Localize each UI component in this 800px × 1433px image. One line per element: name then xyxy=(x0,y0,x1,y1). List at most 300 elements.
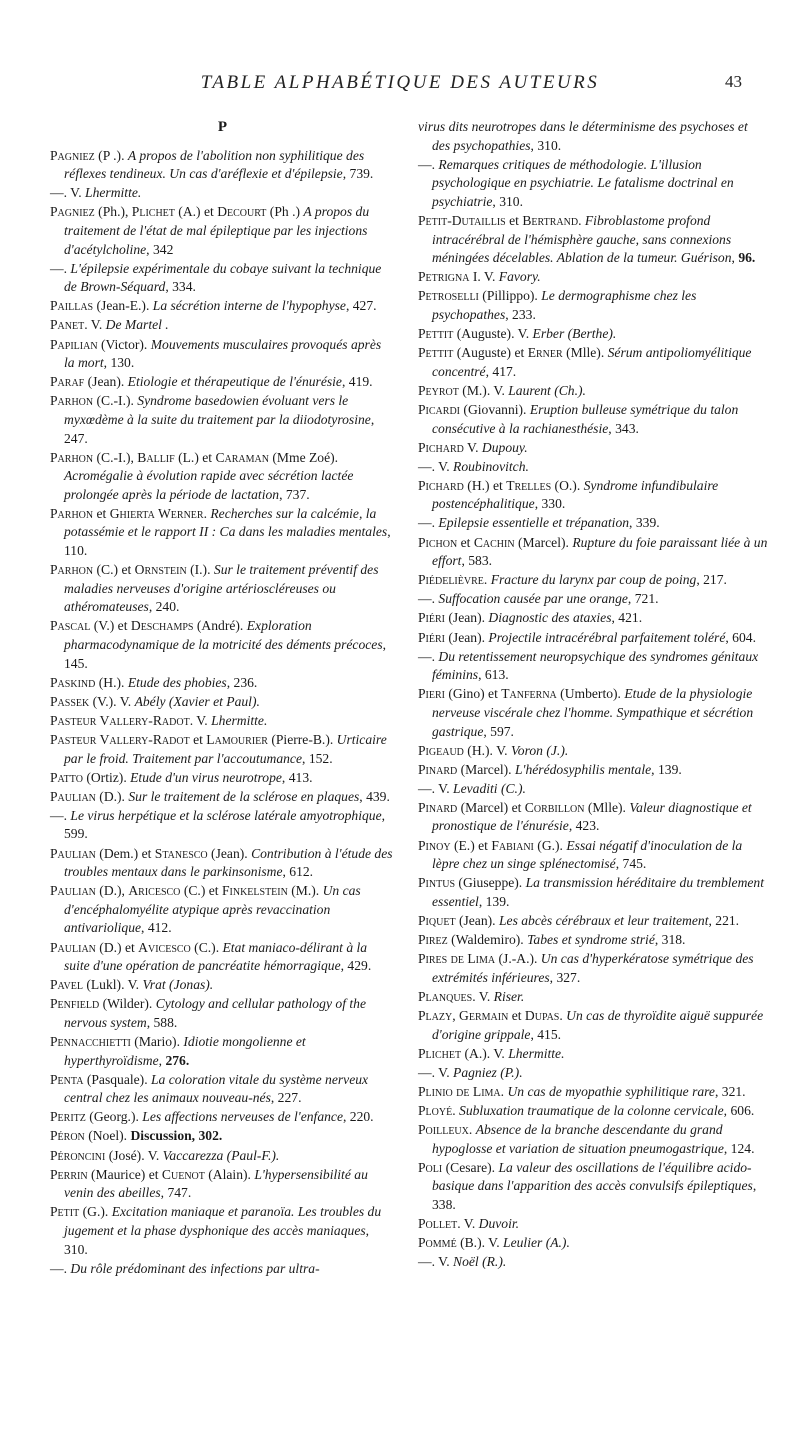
index-entry xyxy=(418,1007,768,1044)
entry-text: (Mlle). xyxy=(562,345,608,361)
entry-text: (Umberto). xyxy=(556,686,625,702)
entry-text: . xyxy=(468,1121,476,1137)
entry-title: Acromégalie à évolution rapide avec sécrétion lactée prolongée après la période de lactation xyxy=(64,468,354,502)
entry-text: , 747. xyxy=(160,1185,192,1201)
index-entry xyxy=(50,1147,395,1166)
entry-text: (Ph.), xyxy=(94,204,132,220)
entry-text: . xyxy=(500,1083,508,1099)
index-entry xyxy=(418,325,768,344)
author-name: Germain xyxy=(459,1007,509,1023)
author-name: Avicesco xyxy=(138,939,191,955)
entry-title: Abély (Xavier et Paul). xyxy=(134,693,260,709)
entry-title: Un cas d'encéphalomyélite atypique après revaccination antivariolique xyxy=(64,883,361,936)
index-entry xyxy=(50,147,395,184)
index-entry xyxy=(50,373,395,392)
author-name: Pires de Lima xyxy=(418,951,496,967)
entry-text: (Noel). xyxy=(84,1128,131,1144)
entry-text: , 152. xyxy=(302,750,333,766)
index-entry xyxy=(418,571,768,590)
author-name: Pintus xyxy=(418,875,456,891)
author-name: Parhon xyxy=(50,505,94,521)
index-entry xyxy=(50,845,395,882)
entry-text: V. xyxy=(463,439,482,455)
page-reference: 96. xyxy=(738,250,756,266)
author-name: Pennacchietti xyxy=(50,1034,131,1049)
index-entry xyxy=(418,534,768,571)
entry-title: Absence de la branche descendante du grand hypoglosse et variation de situation pneumogastrique xyxy=(432,1121,724,1156)
index-entry xyxy=(418,609,768,628)
author-name: Planques xyxy=(418,988,473,1004)
entry-title: Etude d'un virus neurotrope xyxy=(130,769,282,785)
entry-text: , 606. xyxy=(723,1102,755,1118)
index-entry xyxy=(50,1071,395,1108)
entry-title: La transmission héréditaire du tremblement essentiel xyxy=(432,875,764,909)
author-name: Parhon xyxy=(50,562,94,578)
entry-text: . V. xyxy=(457,1215,479,1231)
entry-text: (C.). xyxy=(190,939,223,955)
entry-text: (C.) et xyxy=(93,562,135,578)
index-entry xyxy=(418,1159,768,1215)
index-entry xyxy=(50,731,395,768)
entry-text: , 413. xyxy=(281,769,313,785)
entry-text: (Alain). xyxy=(204,1166,255,1182)
author-name: Péroncini xyxy=(50,1147,106,1163)
entry-text: (B.). V. xyxy=(456,1235,504,1251)
entry-text: (Marcel). xyxy=(514,534,573,550)
entry-text: —. xyxy=(418,648,439,664)
entry-title: Fracture du larynx par coup de poing xyxy=(490,572,697,588)
index-entry xyxy=(50,1260,395,1279)
entry-title: Voron (J.). xyxy=(510,742,569,758)
entry-text: (Mme Zoé). xyxy=(268,449,339,465)
index-entry xyxy=(418,799,768,836)
entry-text: (M.). xyxy=(287,883,323,899)
entry-title: Pagniez (P.). xyxy=(453,1064,523,1080)
section-letter: P xyxy=(217,119,228,135)
entry-title: La valeur des oscillations de l'équilibre acido-basique dans l'apparition des accès convulsifs épileptiques xyxy=(432,1159,753,1194)
entry-title: Un cas de myopathie syphilitique rare xyxy=(507,1083,715,1099)
index-entry xyxy=(50,788,395,807)
author-name: Erner xyxy=(527,345,563,361)
entry-text: (G.). xyxy=(79,1204,112,1220)
index-entry xyxy=(418,742,768,761)
author-name: Paulian xyxy=(50,788,96,804)
entry-title: Diagnostic des ataxies xyxy=(488,610,612,626)
entry-title: Dupouy. xyxy=(481,439,528,455)
author-name: Ornstein xyxy=(134,562,187,578)
index-entry xyxy=(418,458,768,477)
entry-title: La sécrétion interne de l'hypophyse xyxy=(152,298,346,314)
index-entry xyxy=(50,449,395,505)
entry-text: (A.). V. xyxy=(461,1045,509,1061)
entry-title: Les affections nerveuses de l'enfance xyxy=(142,1109,343,1125)
entry-title: Du retentissement neuropsychique des syndromes génitaux féminins xyxy=(432,648,759,683)
entry-text: (J.-A.). xyxy=(495,951,541,967)
entry-text: (Giuseppe). xyxy=(455,875,526,891)
entry-text: , 739. xyxy=(342,166,374,182)
entry-title: Etude de la physiologie nerveuse viscérale chez l'homme. Sympathique et sécrétion gastrique xyxy=(432,686,754,739)
author-name: Fabiani xyxy=(491,837,534,853)
entry-title: Sur le traitement de la sclérose en plaques xyxy=(128,788,360,804)
author-name: Pasteur Vallery-Radot xyxy=(50,712,190,728)
entry-title: Laurent (Ch.). xyxy=(508,382,586,398)
entry-text: et xyxy=(189,732,207,747)
entry-text: (Jean). xyxy=(207,845,252,861)
entry-text: (Maurice) et xyxy=(87,1166,162,1182)
entry-text: (H.). xyxy=(95,674,128,690)
entry-title: Lhermitte. xyxy=(508,1045,565,1061)
author-name: Parhon xyxy=(50,393,94,409)
entry-text: , 423. xyxy=(568,818,600,834)
entry-text: (G.). xyxy=(533,837,567,853)
entry-text: (A.) et xyxy=(174,204,218,220)
entry-text: (Auguste) et xyxy=(453,345,528,361)
index-entry xyxy=(50,336,395,373)
entry-text: , 338. xyxy=(432,1178,757,1212)
entry-text: , 220. xyxy=(342,1109,374,1125)
author-name: Pigeaud xyxy=(418,742,464,758)
index-entry xyxy=(50,297,395,316)
entry-title: Levaditi (C.). xyxy=(453,780,526,796)
entry-title: virus dits neurotropes dans le déterminisme des psychoses et des psychopathies xyxy=(418,119,748,153)
index-entry xyxy=(50,617,395,673)
entry-title: Etat maniaco-délirant à la suite d'une opération de pancréatite hémorragique xyxy=(64,939,368,974)
author-name: Pinard xyxy=(418,761,458,777)
entry-text: , 342 xyxy=(146,241,174,257)
entry-text: , 310. xyxy=(530,137,562,153)
author-name: Pettit xyxy=(418,345,454,361)
entry-text: , 247. xyxy=(64,411,375,446)
entry-title: Etiologie et thérapeutique de l'énurésie xyxy=(127,374,342,390)
entry-text: (Giovanni). xyxy=(460,401,530,417)
entry-title: Rupture du foie paraissant liée à un effort xyxy=(432,534,768,569)
index-entry xyxy=(50,316,395,335)
index-entry xyxy=(50,184,395,203)
author-name: Poli xyxy=(418,1159,443,1175)
entry-text: , 745. xyxy=(615,856,647,872)
author-name: Petit-Dutaillis xyxy=(418,212,506,228)
entry-title: Cytology and cellular pathology of the nervous system xyxy=(64,996,366,1030)
page-reference: 276. xyxy=(165,1052,190,1068)
author-name: Pavel xyxy=(50,977,83,993)
index-entry xyxy=(50,1203,395,1259)
author-name: Trelles xyxy=(506,477,552,493)
entry-title: L'épilepsie expérimentale du cobaye suivant la technique de Brown-Séquard xyxy=(64,260,382,295)
index-entry xyxy=(50,693,395,712)
entry-text: , 145. xyxy=(64,637,387,671)
author-name: Lamourier xyxy=(206,732,268,747)
author-name: Piéri xyxy=(418,629,445,645)
entry-text: , 343. xyxy=(608,420,639,436)
entry-title: Fibroblastome profond intracérébral de l'hémisphère gauche, sans connexions méningées décelables. Ablation de la tumeur. Guérison xyxy=(432,212,732,266)
entry-title: Essai négatif d'inoculation de la lèpre chez un singe splénectomisé xyxy=(432,837,743,872)
entry-text: , 412. xyxy=(141,920,172,936)
author-name: Ballif xyxy=(137,449,175,465)
index-entry xyxy=(418,382,768,401)
entry-title: Urticaire par le froid. Traitement par l'accoutumance xyxy=(64,732,387,766)
entry-text: (Wilder). xyxy=(99,996,156,1012)
entry-text: et xyxy=(508,1007,525,1023)
entry-title: Noël (R.). xyxy=(453,1254,507,1270)
entry-text: , 599. xyxy=(64,807,386,842)
entry-text: —. V. xyxy=(418,780,454,796)
entry-title: Subluxation traumatique de la colonne cervicale xyxy=(459,1102,724,1118)
entry-title: Roubinovitch. xyxy=(453,458,529,474)
author-name: Papilian xyxy=(50,336,98,352)
entry-title: Le virus herpétique et la sclérose latérale amyotrophique xyxy=(70,807,382,823)
entry-text: (Lukl). V. xyxy=(82,977,143,993)
author-name: Parhon xyxy=(50,449,94,465)
entry-text: (C.) et xyxy=(180,883,222,899)
entry-text: —. V. xyxy=(50,185,86,201)
author-name: Ployé xyxy=(418,1102,453,1118)
index-entry xyxy=(418,1102,768,1121)
index-entry xyxy=(50,712,395,731)
author-name: Aricesco xyxy=(128,883,181,899)
entry-title: Projectile intracérébral parfaitement toléré xyxy=(488,629,726,645)
index-entry xyxy=(418,212,768,268)
entry-text: , 310. xyxy=(492,193,523,209)
index-entry xyxy=(418,268,768,287)
author-name: Pirez xyxy=(418,932,448,948)
entry-text: , 612. xyxy=(282,864,314,880)
author-name: Corbillon xyxy=(524,799,585,815)
entry-text: (E.) et xyxy=(450,837,492,853)
page-header xyxy=(0,72,800,102)
author-name: Caraman xyxy=(215,449,269,465)
entry-text: —. xyxy=(50,1260,71,1276)
entry-text: , 110. xyxy=(64,524,391,559)
entry-text: . xyxy=(452,1102,460,1118)
index-entry xyxy=(418,912,768,931)
author-name: Pichard xyxy=(418,477,464,493)
author-name: Finkelstein xyxy=(221,883,288,899)
author-name: Panet xyxy=(50,317,85,333)
entry-text: . xyxy=(203,505,211,521)
entry-text: (Mario). xyxy=(130,1034,184,1049)
index-entry xyxy=(50,674,395,693)
entry-text: , 217. xyxy=(696,572,727,588)
entry-text: , 583. xyxy=(461,553,493,569)
author-name: Decourt xyxy=(217,204,267,220)
entry-text: I. V. xyxy=(469,269,499,285)
entry-text: —. xyxy=(418,591,439,607)
index-entry xyxy=(418,514,768,533)
entry-title: Suffocation causée par une orange xyxy=(438,591,628,607)
entry-text: (D.), xyxy=(95,883,129,899)
page-number: 43 xyxy=(725,72,742,91)
author-name: Penfield xyxy=(50,996,100,1012)
author-name: Penta xyxy=(50,1071,84,1087)
entry-title: L'hérédosyphilis mentale xyxy=(514,761,652,777)
index-entry xyxy=(418,648,768,685)
entry-text: (Cesare). xyxy=(442,1159,499,1175)
entry-text: (Ph .) xyxy=(266,204,304,220)
entry-title: Valeur diagnostique et pronostique de l'énurésie xyxy=(432,799,752,834)
author-name: Ghierta Werner xyxy=(109,505,204,521)
index-entry xyxy=(418,931,768,950)
index-entry xyxy=(50,769,395,788)
entry-text: , 604. xyxy=(725,629,756,645)
index-entry xyxy=(418,439,768,458)
entry-text: , 334. xyxy=(165,279,196,295)
entry-text: (Pillippo). xyxy=(478,288,542,304)
entry-text: , 139. xyxy=(478,893,510,909)
page-reference: Discussion, 302. xyxy=(130,1128,223,1144)
entry-text: (Ortiz). xyxy=(82,769,131,785)
index-entry xyxy=(50,392,395,448)
entry-title: Eruption bulleuse symétrique du talon consécutive à la rachianesthésie xyxy=(432,401,739,436)
entry-text: , 421. xyxy=(611,610,643,626)
entry-text: et xyxy=(457,534,474,550)
entry-text: (O.). xyxy=(551,477,584,493)
entry-text: (P .). xyxy=(94,147,128,163)
entry-text: , 130. xyxy=(103,355,135,371)
running-title: TABLE ALPHABÉTIQUE DES AUTEURS xyxy=(200,72,600,93)
entry-text: . V. xyxy=(472,988,494,1004)
author-name: Pinard xyxy=(418,799,458,815)
entry-text: (D.) et xyxy=(95,939,139,955)
entry-title: Excitation maniaque et paranoïa. Les troubles du jugement et la phase dysphonique des accès maniaques xyxy=(64,1204,382,1238)
entry-text: , 415. xyxy=(530,1026,562,1042)
entry-text: (Dem.) et xyxy=(95,845,155,861)
entry-text: , 139. xyxy=(651,761,682,777)
entry-text: , 227. xyxy=(270,1090,302,1106)
author-name: Paillas xyxy=(50,298,94,314)
entry-title: Exploration pharmacodynamique de la motricité des déments précoces xyxy=(64,618,383,653)
author-name: Deschamps xyxy=(130,618,194,634)
entry-text: , 737. xyxy=(279,486,310,502)
author-name: Patto xyxy=(50,769,83,785)
author-name: Pommé xyxy=(418,1235,457,1251)
author-name: Pettit xyxy=(418,326,454,342)
entry-text: , 318. xyxy=(654,932,686,948)
entry-title: Syndrome basedowien évoluant vers le myxœdème à la suite du traitement par la diiodotyrosine xyxy=(64,393,371,427)
entry-text: . V. xyxy=(189,712,212,728)
author-name: Pollet xyxy=(418,1215,458,1231)
entry-text: (Waldemiro). xyxy=(447,932,528,948)
entry-title: Un cas d'hyperkératose symétrique des extrémités inférieures xyxy=(432,951,754,985)
index-entry xyxy=(418,477,768,514)
entry-text: , 321. xyxy=(714,1083,746,1099)
entry-text: (Jean). xyxy=(84,374,128,390)
index-entry xyxy=(418,344,768,381)
author-name: Piquet xyxy=(418,912,456,928)
entry-text: , xyxy=(452,1007,460,1023)
author-name: Petrigna xyxy=(418,269,470,285)
entry-title: Riser. xyxy=(493,988,525,1004)
entry-title: Idiotie mongolienne et hyperthyroïdisme xyxy=(64,1034,306,1068)
entry-text: (Jean-E.). xyxy=(93,298,153,314)
author-name: Peritz xyxy=(50,1109,86,1125)
entry-title: Sur le traitement préventif des maladies nerveuses d'origine artérioscléreuses ou athéromateuses xyxy=(64,562,379,615)
author-name: Piéri xyxy=(418,610,445,626)
index-entry xyxy=(418,401,768,438)
entry-text: , 339. xyxy=(629,515,660,531)
entry-text: . xyxy=(483,572,491,588)
author-name: Peyrot xyxy=(418,382,459,398)
entry-text: , 124. xyxy=(723,1140,755,1156)
entry-title: Du rôle prédominant des infections par ultra- xyxy=(70,1260,320,1276)
author-name: Petit xyxy=(50,1204,80,1220)
index-entry xyxy=(50,505,395,561)
entry-text: (C.-I.), xyxy=(93,449,138,465)
entry-text: —. V. xyxy=(418,1064,454,1080)
entry-text: —. xyxy=(418,156,439,172)
index-entry xyxy=(418,950,768,987)
entry-title: Duvoir. xyxy=(478,1215,520,1231)
entry-text: , 597. xyxy=(483,723,514,739)
entry-text: . xyxy=(559,1007,567,1023)
entry-text: (André). xyxy=(193,618,247,634)
entry-text: —. xyxy=(418,515,439,531)
author-name: Pichard xyxy=(418,439,464,455)
entry-title: L'hypersensibilité au venin des abeilles xyxy=(64,1166,368,1201)
author-name: Paulian xyxy=(50,845,96,861)
entry-text: . xyxy=(578,212,585,228)
index-entry xyxy=(418,118,768,155)
author-name: Péron xyxy=(50,1128,85,1144)
index-entry xyxy=(50,995,395,1032)
entry-title: Les abcès cérébraux et leur traitement xyxy=(498,912,709,928)
index-entry xyxy=(418,1045,768,1064)
entry-text: (Pasquale). xyxy=(83,1071,151,1087)
index-entry xyxy=(418,287,768,324)
index-entry xyxy=(418,156,768,212)
entry-text: (José). V. xyxy=(105,1147,163,1163)
entry-title: Contribution à l'étude des troubles mentaux dans le parkinsonisme xyxy=(64,845,393,880)
entry-text: (H.). V. xyxy=(463,742,511,758)
entry-title: Vaccarezza (Paul-F.). xyxy=(162,1147,280,1163)
index-entry xyxy=(418,1064,768,1083)
entry-text: , 417. xyxy=(485,363,517,379)
author-name: Paulian xyxy=(50,939,96,955)
entry-text: , 429. xyxy=(340,958,372,974)
entry-text: (Marcel) et xyxy=(457,799,525,815)
entry-title: Epilepsie essentielle et trépanation xyxy=(438,515,630,531)
entry-text: (L.) et xyxy=(174,449,216,465)
index-entry xyxy=(50,1166,395,1203)
entry-title: Favory. xyxy=(498,269,541,285)
entry-title: Le dermographisme chez les psychopathes xyxy=(432,288,697,322)
index-entry xyxy=(50,1127,395,1146)
author-name: Pagniez xyxy=(50,147,95,163)
entry-text: , xyxy=(158,1052,166,1068)
index-entry xyxy=(418,1083,768,1102)
author-name: Paraf xyxy=(50,374,85,390)
author-name: Pieri xyxy=(418,686,445,702)
left-column xyxy=(50,118,395,1279)
entry-text: —. V. xyxy=(418,458,454,474)
author-name: Pasteur Vallery-Radot xyxy=(50,732,190,747)
author-name: Pagniez xyxy=(50,204,95,220)
author-name: Poilleux xyxy=(418,1121,469,1137)
entry-text: (D.). xyxy=(95,788,129,804)
author-name: Plichet xyxy=(131,204,175,220)
entry-text: (Mlle). xyxy=(584,799,630,815)
entry-text: (Jean). xyxy=(445,610,489,626)
index-entry xyxy=(418,629,768,648)
entry-title: Un cas de thyroïdite aiguë suppurée d'origine grippale xyxy=(432,1007,764,1042)
right-column xyxy=(418,118,768,1272)
entry-text: , 233. xyxy=(505,306,536,322)
entry-text: , 427. xyxy=(345,298,377,314)
entry-text: (Jean). xyxy=(445,629,489,645)
entry-title: Mouvements musculaires provoqués après la mort xyxy=(64,336,382,371)
author-name: Pascal xyxy=(50,618,91,634)
author-name: Petroselli xyxy=(418,288,479,304)
entry-title: De Martel . xyxy=(105,317,169,333)
